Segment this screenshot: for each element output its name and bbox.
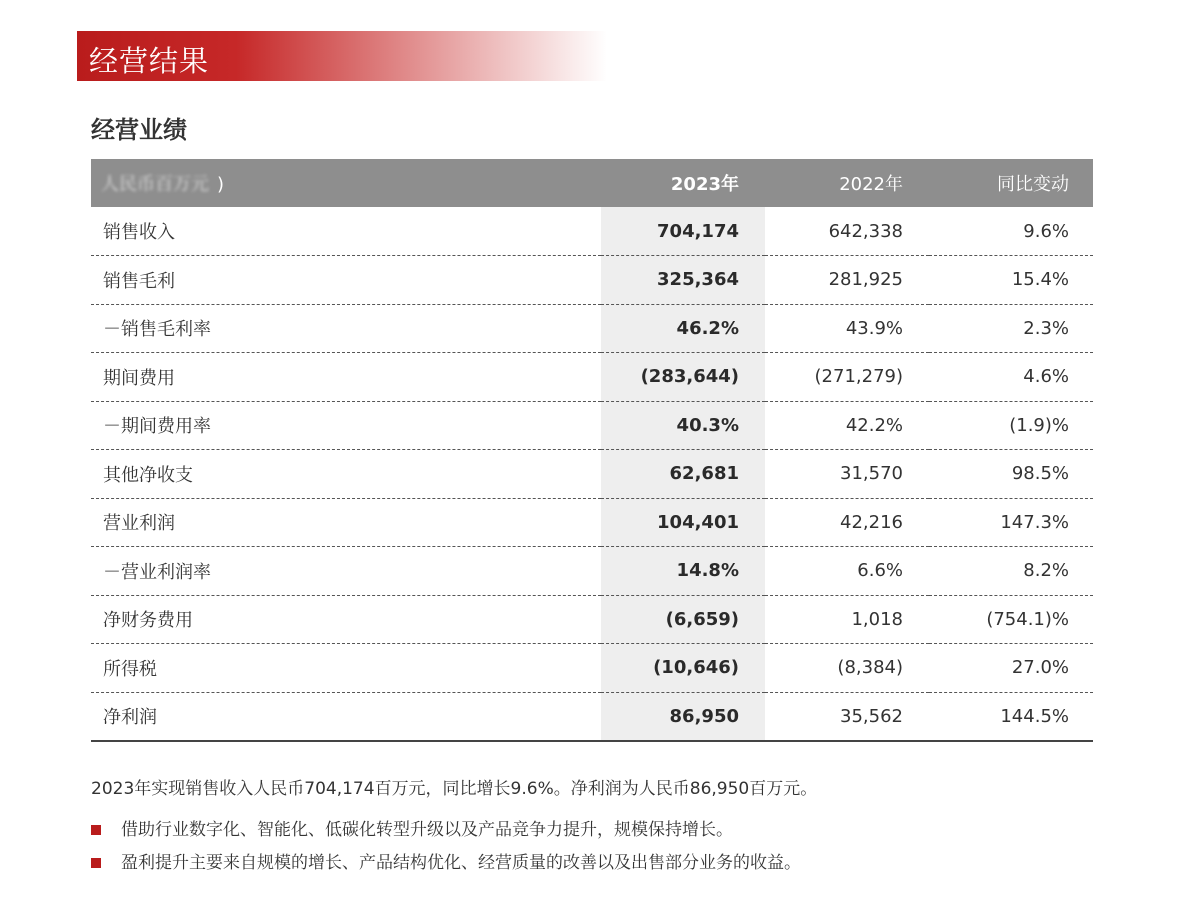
row-label: －营业利润率: [91, 547, 601, 596]
row-label: 净利润: [91, 692, 601, 741]
section-title: 经营结果: [89, 44, 210, 78]
bullet-text: 盈利提升主要来自规模的增长、产品结构优化、经营质量的改善以及出售部分业务的收益。: [121, 853, 801, 873]
row-change: 147.3%: [929, 498, 1093, 547]
bullet-item: [91, 851, 801, 884]
table-row: [91, 644, 1093, 693]
row-label: 所得税: [91, 644, 601, 693]
bullet-text: 借助行业数字化、智能化、低碳化转型升级以及产品竞争力提升，规模保持增长。: [121, 820, 733, 840]
row-value-2022: (8,384): [765, 644, 929, 693]
row-label: 销售毛利: [91, 256, 601, 305]
summary-text: 2023年实现销售收入人民币704,174百万元，同比增长9.6%。净利润为人民币86,950百万元。: [91, 779, 818, 799]
row-value-2023: 86,950: [601, 692, 765, 741]
row-value-2023: (6,659): [601, 595, 765, 644]
section-banner: [77, 31, 607, 81]
bullet-item: [91, 818, 801, 851]
table-row: [91, 595, 1093, 644]
row-label: －期间费用率: [91, 401, 601, 450]
table-row: [91, 304, 1093, 353]
subtitle: 经营业绩: [91, 116, 187, 144]
row-change: 15.4%: [929, 256, 1093, 305]
results-table: [91, 159, 1093, 742]
row-value-2023: 46.2%: [601, 304, 765, 353]
table-row: [91, 498, 1093, 547]
table-row: [91, 401, 1093, 450]
row-value-2022: 43.9%: [765, 304, 929, 353]
header-label-paren: ): [217, 174, 225, 195]
table-header-row: [91, 159, 1093, 207]
row-label: －销售毛利率: [91, 304, 601, 353]
row-change: 98.5%: [929, 450, 1093, 499]
row-value-2022: 42.2%: [765, 401, 929, 450]
row-value-2023: 325,364: [601, 256, 765, 305]
table-row: [91, 207, 1093, 256]
bullet-square-icon: [91, 858, 101, 868]
table-row: [91, 450, 1093, 499]
row-value-2022: 31,570: [765, 450, 929, 499]
row-value-2022: 281,925: [765, 256, 929, 305]
row-value-2022: 42,216: [765, 498, 929, 547]
table-row: [91, 547, 1093, 596]
bullet-list: [91, 818, 801, 884]
bullet-square-icon: [91, 825, 101, 835]
table-body: [91, 207, 1093, 741]
row-value-2022: 1,018: [765, 595, 929, 644]
table-row: [91, 256, 1093, 305]
row-value-2022: (271,279): [765, 353, 929, 402]
row-change: 2.3%: [929, 304, 1093, 353]
table-row: [91, 353, 1093, 402]
row-label: 销售收入: [91, 207, 601, 256]
row-change: (754.1)%: [929, 595, 1093, 644]
header-2023: 2023年: [601, 159, 765, 207]
row-change: 4.6%: [929, 353, 1093, 402]
row-value-2023: 40.3%: [601, 401, 765, 450]
row-label: 期间费用: [91, 353, 601, 402]
table-row: [91, 692, 1093, 741]
row-value-2023: 104,401: [601, 498, 765, 547]
row-value-2023: (10,646): [601, 644, 765, 693]
header-label-obscured: 人民币百万元: [101, 174, 209, 195]
row-value-2023: 14.8%: [601, 547, 765, 596]
header-change: 同比变动: [929, 159, 1093, 207]
header-2022: 2022年: [765, 159, 929, 207]
row-value-2023: (283,644): [601, 353, 765, 402]
row-label: 其他净收支: [91, 450, 601, 499]
row-change: 144.5%: [929, 692, 1093, 741]
row-value-2022: 35,562: [765, 692, 929, 741]
row-change: 8.2%: [929, 547, 1093, 596]
row-change: 27.0%: [929, 644, 1093, 693]
row-value-2023: 62,681: [601, 450, 765, 499]
row-change: 9.6%: [929, 207, 1093, 256]
row-label: 营业利润: [91, 498, 601, 547]
row-change: (1.9)%: [929, 401, 1093, 450]
row-value-2022: 6.6%: [765, 547, 929, 596]
row-value-2023: 704,174: [601, 207, 765, 256]
row-value-2022: 642,338: [765, 207, 929, 256]
header-label: [91, 159, 601, 207]
row-label: 净财务费用: [91, 595, 601, 644]
